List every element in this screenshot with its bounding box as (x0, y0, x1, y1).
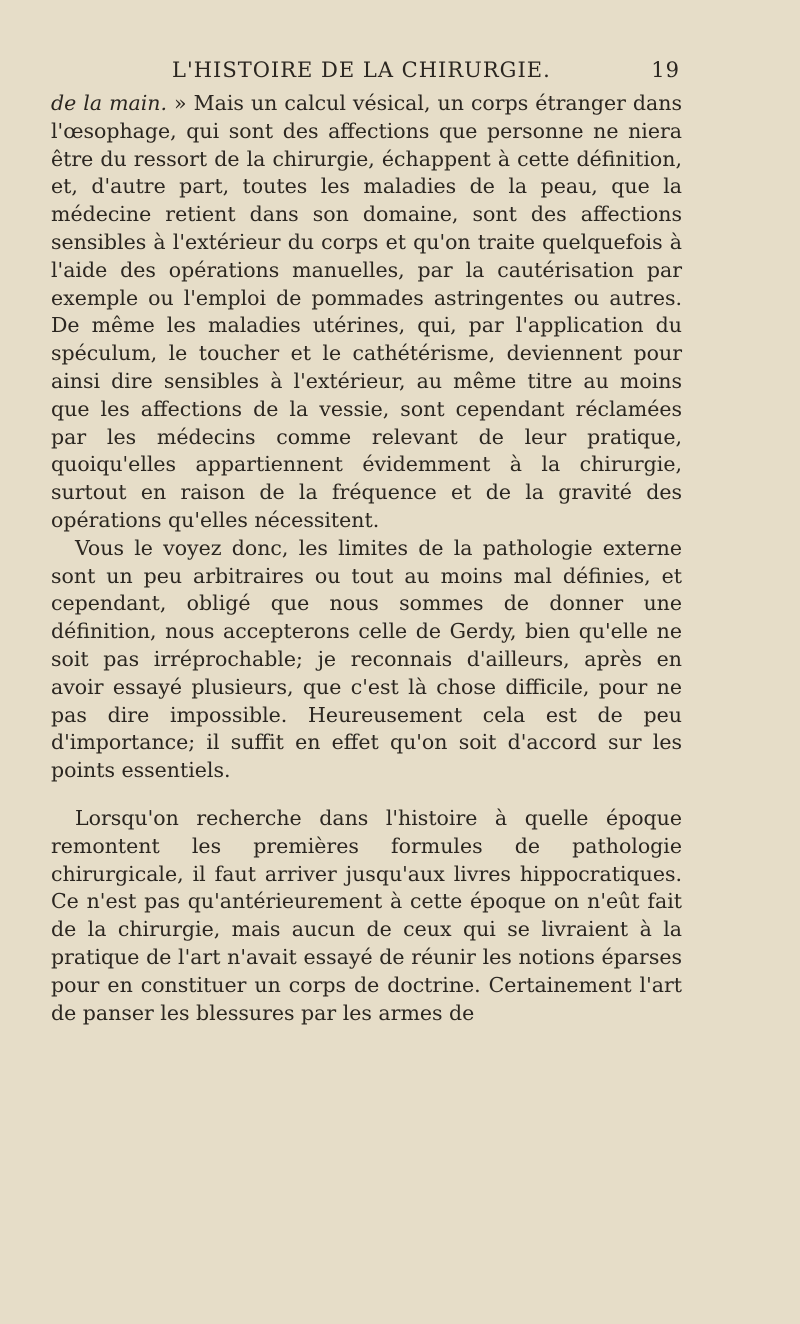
running-title: L'HISTOIRE DE LA CHIRURGIE. (172, 58, 551, 82)
paragraph-1-italic-lead: de la main. (51, 91, 168, 115)
page-number: 19 (651, 58, 680, 82)
paragraph-1-text: » Mais un calcul vésical, un corps étranger dans l'œsophage, qui sont des affections que personne ne niera être du ressort de la chirurgie, échappent à cette définition, et, d'autre part, toutes les maladies de la peau, que la médecine retient dans son domaine, sont des affections sensibles à l'extérieur du corps et qu'on traite quelquefois à l'aide des opérations manuelles, par la cautérisation par exemple ou l'emploi de pommades astringentes ou autres. De même les maladies utérines, qui, par l'application du spéculum, le toucher et le cathétérisme, deviennent pour ainsi dire sensibles à l'extérieur, au même titre au moins que les affections de la vessie, sont cependant réclamées par les médecins comme relevant de leur pratique, quoiqu'elles appartiennent évidemment à la chirurgie, surtout en raison de la fréquence et de la gravité des opérations qu'elles nécessitent. (51, 91, 682, 532)
paragraph-1 (51, 90, 682, 535)
body-text (51, 90, 682, 1027)
paragraph-3: Lorsqu'on recherche dans l'histoire à quelle époque remontent les premières formules de pathologie chirurgicale, il faut arriver jusqu'aux livres hippocratiques. Ce n'est pas qu'antérieurement à cette époque on n'eût fait de la chirurgie, mais aucun de ceux qui se livraient à la pratique de l'art n'avait essayé de réunir les notions éparses pour en constituer un corps de doctrine. Certainement l'art de panser les blessures par les armes de (51, 805, 682, 1025)
paragraph-2: Vous le voyez donc, les limites de la pathologie externe sont un peu arbitraires ou tout au moins mal définies, et cependant, obligé que nous sommes de donner une définition, nous accepterons celle de Gerdy, bien qu'elle ne soit pas irréprochable; je reconnais d'ailleurs, après en avoir essayé plusieurs, que c'est là chose difficile, pour ne pas dire impossible. Heureusement cela est de peu d'importance; il suffit en effet qu'on soit d'accord sur les points essentiels. (51, 535, 682, 783)
